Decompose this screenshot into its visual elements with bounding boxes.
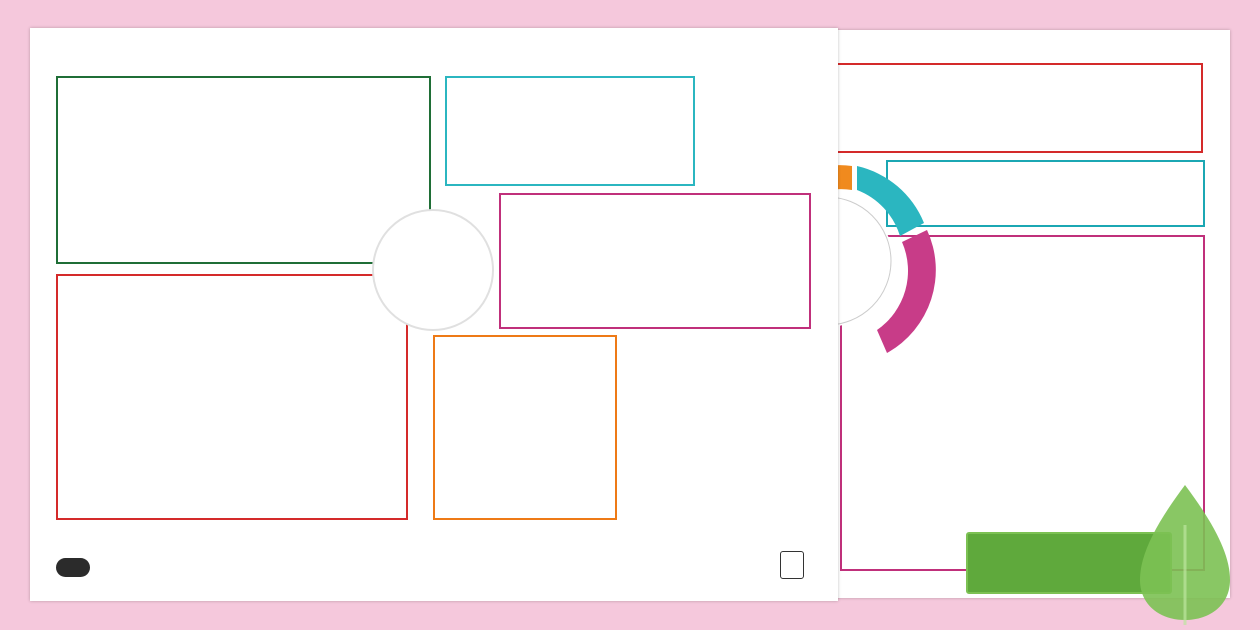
twinkl-logo[interactable] [56, 558, 90, 577]
page2-wheel-fragment [832, 148, 947, 368]
social-studies-box [499, 193, 811, 329]
activities-list [826, 65, 1201, 67]
activities-box [826, 63, 1203, 153]
page-one [30, 28, 838, 601]
eco-leaf-icon [1135, 485, 1235, 625]
subject-wheel [328, 165, 538, 375]
quality-badge [780, 551, 804, 579]
